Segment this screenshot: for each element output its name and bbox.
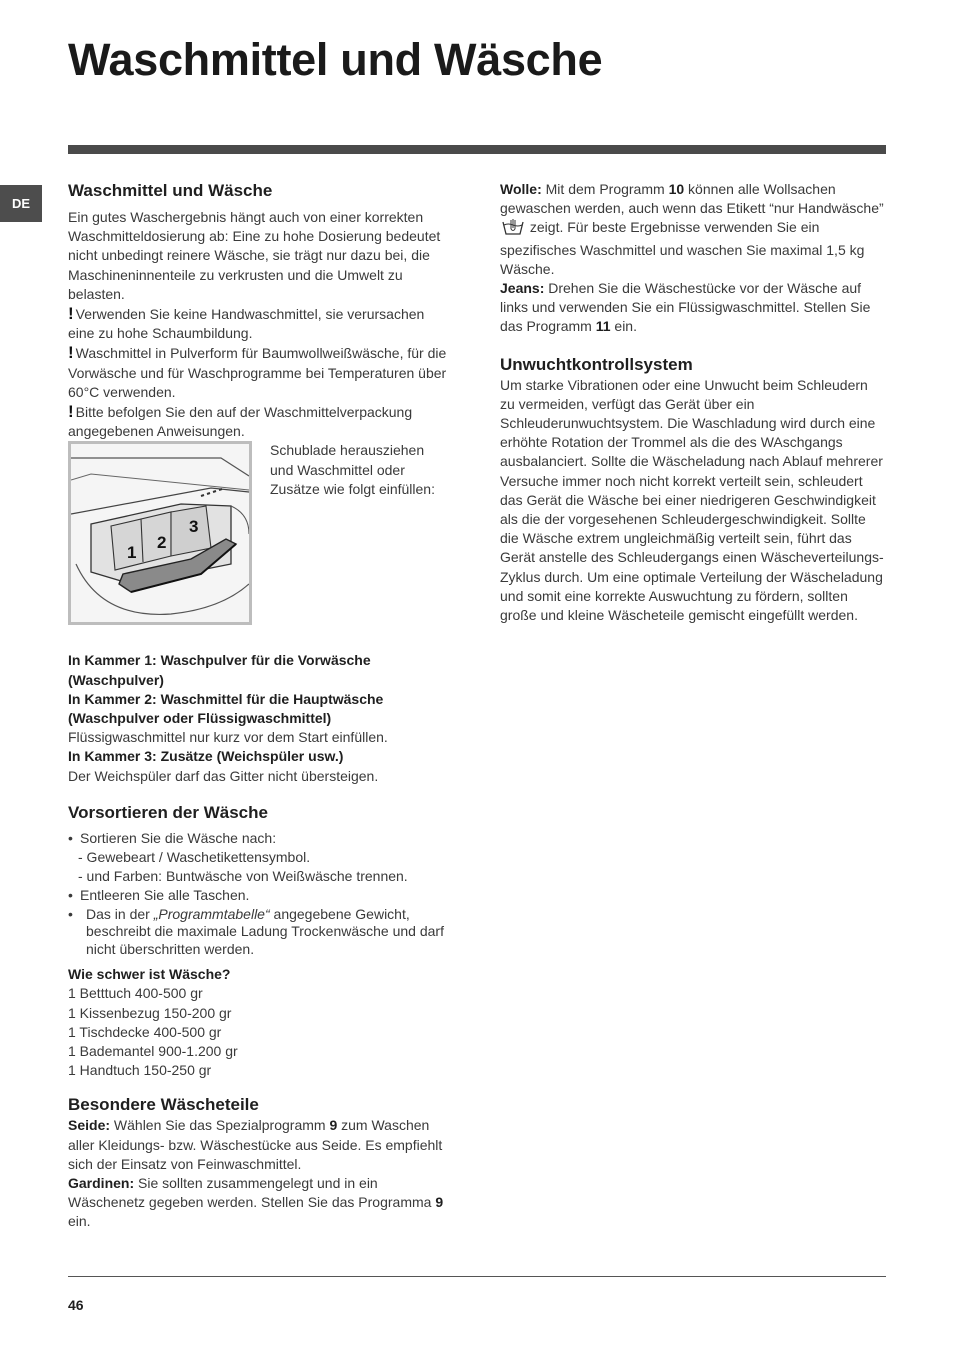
warning-item: ! Bitte befolgen Sie den auf der Waschmittelverpackung angegebenen Anweisungen.: [68, 402, 413, 440]
weight-item: 1 Betttuch 400-500 gr: [68, 985, 203, 1002]
chamber-2-text: In Kammer 2: Waschmittel für die Hauptwäsche (Waschpulver oder Flüssigwaschmittel): [68, 690, 384, 727]
weight-item: 1 Bademantel 900-1.200 gr: [68, 1042, 238, 1059]
chamber-3-note: Der Weichspüler darf das Gitter nicht übersteigen.: [68, 767, 379, 784]
jeans-paragraph: Jeans: Drehen Sie die Wäschestücke vor der Wäsche auf links und verwenden Sie ein Flüssigwaschmittel. Stellen Sie das Programm 11 ein.: [500, 280, 871, 335]
wool-paragraph: Wolle: Mit dem Programm 10 können alle Wollsachen gewaschen werden, auch wenn das Etikett “nur Handwäsche” zeigt. Für beste Ergebnisse verwenden Sie ein spezifisches Waschmittel und waschen Sie maximal 1,5 kg Wäsche.: [500, 181, 884, 277]
detergent-drawer-illustration: [68, 441, 252, 625]
chamber-3-text: In Kammer 3: Zusätze (Weichspüler usw.): [68, 748, 344, 765]
unbalance-paragraph: Um starke Vibrationen oder eine Unwucht beim Schleudern zu vermeiden, verfügt das Gerät über ein Schleuderunwuchtsystem. Die Waschladung wird durch eine erhöhte Rotation der Trommel als die des WAschgangs ausbalanciert. Sollte die Wäscheladung nach Ablauf mehrerer Versuche immer noch nicht korrekt verteilt sein, schleudert das Gerät die Wäsche bei einer niedrigeren Geschwindigkeit als die der vorgesehenen Schleudergeschwindigkeit. Sollte die Wäsche extrem ungleichmäßig verteilt sein, führt das Gerät anstelle des Schleudergangs einen Wäscheverteilungs-Zyklus durch. Um eine optimale Verteilung der Wäscheladung und somit eine korrekte Auswuchtung zu fördern, sollten große und kleine Wäscheteile gemischt eingefüllt werden.: [500, 376, 884, 624]
page-title: Waschmittel und Wäsche: [68, 34, 603, 85]
detergent-drawer-drawing: [71, 444, 249, 622]
list-item: • Sortieren Sie die Wäsche nach:: [68, 829, 277, 846]
list-subitem: - und Farben: Buntwäsche von Weißwäsche trennen.: [78, 868, 408, 885]
drawer-figure-row: [68, 441, 453, 625]
silk-paragraph: Seide: Wählen Sie das Spezialprogramm 9 zum Waschen aller Kleidungs- bzw. Wäschestücke aus Seide. Es empfiehlt sich der Einsatz von Feinwaschmittel.: [68, 1117, 443, 1172]
sorting-list: [68, 829, 453, 958]
weight-item: 1 Tischdecke 400-500 gr: [68, 1023, 222, 1040]
warning-icon: !: [68, 343, 74, 363]
warning-item: ! Verwenden Sie keine Handwaschmittel, sie verursachen eine zu hohe Schaumbildung.: [68, 304, 425, 342]
handwash-icon: [502, 219, 524, 240]
chamber-label-3: 3: [189, 517, 199, 537]
left-column: [68, 180, 453, 1232]
section-heading-special: Besondere Wäscheteile: [68, 1095, 259, 1115]
page-number: 46: [68, 1297, 84, 1313]
language-tab: DE: [0, 185, 42, 222]
right-column: [500, 180, 886, 625]
section-heading-unbalance: Unwuchtkontrollsystem: [500, 354, 693, 374]
list-item: • Entleeren Sie alle Taschen.: [68, 887, 250, 904]
curtains-paragraph: Gardinen: Sie sollten zusammengelegt und in ein Wäschenetz gegeben werden. Stellen Sie das Programma 9 ein.: [68, 1175, 444, 1230]
chamber-1-text: In Kammer 1: Waschpulver für die Vorwäsche (Waschpulver): [68, 652, 371, 688]
chamber-label-2: 2: [157, 533, 167, 553]
chamber-2-note: Flüssigwaschmittel nur kurz vor dem Start einfüllen.: [68, 729, 388, 746]
chamber-label-1: 1: [127, 543, 137, 563]
warning-icon: !: [68, 304, 74, 324]
weight-item: 1 Handtuch 150-250 gr: [68, 1062, 212, 1079]
intro-paragraph: Ein gutes Waschergebnis hängt auch von einer korrekten Waschmitteldosierung ab: Eine zu hohe Dosierung bedeutet nicht unbedingt reinere Wäsche, sie trägt nur dazu bei, die Maschineninnenteile zu verkrusten und die Umwelt zu belasten.: [68, 209, 441, 302]
warning-item: ! Waschmittel in Pulverform für Baumwollweißwäsche, für die Vorwäsche und für Waschprogramme bei Temperaturen über 60°C verwenden.: [68, 343, 447, 400]
footer-divider: [68, 1276, 886, 1277]
drawer-caption: Schublade herausziehen und Waschmittel oder Zusätze wie folgt einfüllen:: [270, 442, 435, 497]
weight-item: 1 Kissenbezug 150-200 gr: [68, 1004, 232, 1021]
warning-icon: !: [68, 402, 74, 422]
section-heading-detergent: Waschmittel und Wäsche: [68, 181, 273, 200]
weights-heading: Wie schwer ist Wäsche?: [68, 966, 231, 983]
section-heading-sorting: Vorsortieren der Wäsche: [68, 802, 268, 822]
title-divider: [68, 145, 886, 154]
list-item: • Das in der „Programmtabelle“ angegebene Gewicht, beschreibt die maximale Ladung Trockenwäsche und darf nicht überschritten werden.: [68, 905, 444, 957]
list-subitem: - Gewebeart / Waschetikettensymbol.: [78, 849, 311, 866]
chamber-instructions: [68, 651, 453, 785]
